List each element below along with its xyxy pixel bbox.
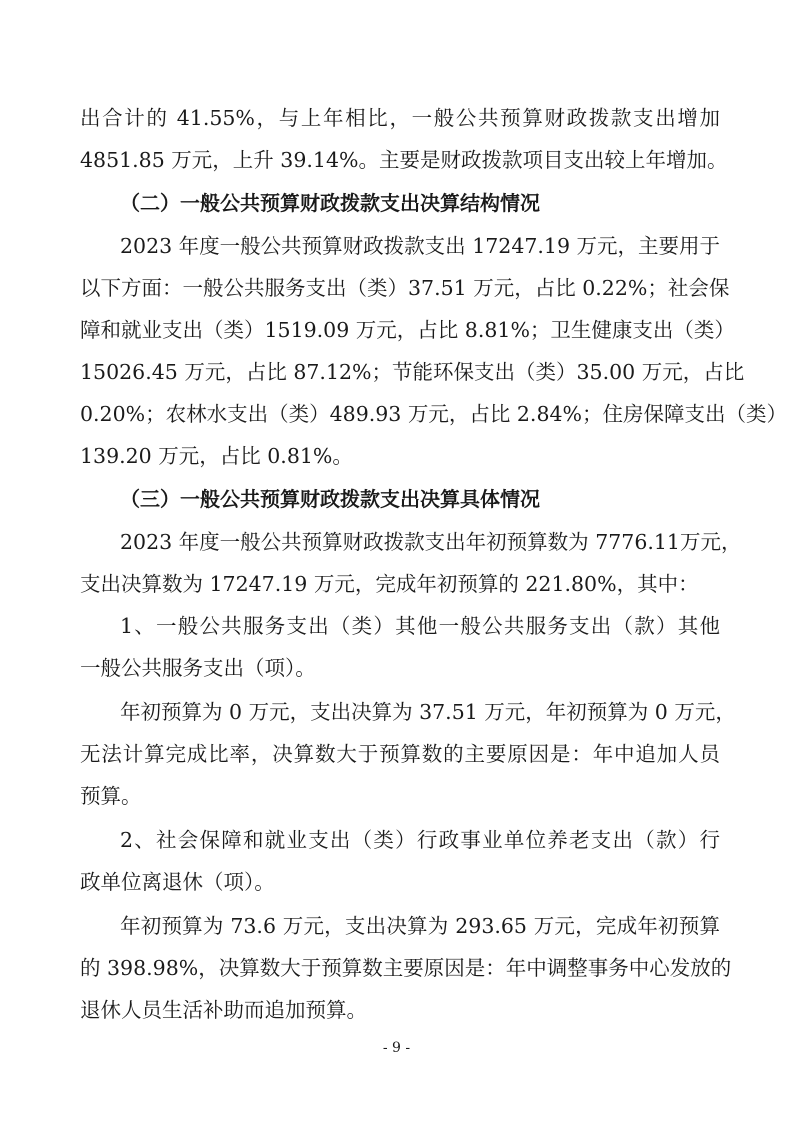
- paragraph-line: 年初预算为 0 万元，支出决算为 37.51 万元，年初预算为 0 万元，: [120, 700, 736, 724]
- paragraph-line: 年初预算为 73.6 万元，支出决算为 293.65 万元，完成年初预算: [120, 914, 720, 938]
- item-title-line: 2、社会保障和就业支出（类）行政事业单位养老支出（款）行: [120, 828, 720, 852]
- paragraph-line: 预算。: [80, 784, 142, 808]
- paragraph-line: 0.20%；农林水支出（类）489.93 万元，占比 2.84%；住房保障支出（类）: [80, 402, 788, 426]
- paragraph-line: 退休人员生活补助而追加预算。: [80, 998, 367, 1022]
- paragraph-line: 障和就业支出（类）1519.09 万元，占比 8.81%；卫生健康支出（类）: [80, 318, 735, 342]
- paragraph-line: 以下方面：一般公共服务支出（类）37.51 万元，占比 0.22%；社会保: [80, 276, 730, 300]
- paragraph-line: 出合计的 41.55%，与上年相比，一般公共预算财政拨款支出增加: [80, 106, 720, 130]
- item-title-line: 一般公共服务支出（项）。: [80, 656, 316, 680]
- paragraph-line: 2023 年度一般公共预算财政拨款支出 17247.19 万元，主要用于: [120, 234, 721, 258]
- paragraph-line: 15026.45 万元，占比 87.12%；节能环保支出（类）35.00 万元，占比: [80, 360, 745, 384]
- page-number: - 9 -: [382, 1040, 411, 1056]
- section-heading-3: （三）一般公共预算财政拨款支出决算具体情况: [120, 487, 540, 511]
- item-title-line: 1、一般公共服务支出（类）其他一般公共服务支出（款）其他: [120, 614, 720, 638]
- item-title-line: 政单位离退休（项）。: [80, 870, 275, 894]
- paragraph-line: 支出决算数为 17247.19 万元，完成年初预算的 221.80%，其中：: [80, 572, 699, 596]
- paragraph-line: 的 398.98%，决算数大于预算数主要原因是：年中调整事务中心发放的: [80, 956, 732, 980]
- paragraph-line: 2023 年度一般公共预算财政拨款支出年初预算数为 7776.11万元，: [120, 530, 742, 554]
- paragraph-line: 4851.85 万元，上升 39.14%。主要是财政拨款项目支出较上年增加。: [80, 148, 728, 172]
- paragraph-line: 139.20 万元，占比 0.81%。: [80, 444, 353, 468]
- paragraph-line: 无法计算完成比率，决算数大于预算数的主要原因是：年中追加人员: [80, 742, 720, 766]
- section-heading-2: （二）一般公共预算财政拨款支出决算结构情况: [120, 191, 540, 215]
